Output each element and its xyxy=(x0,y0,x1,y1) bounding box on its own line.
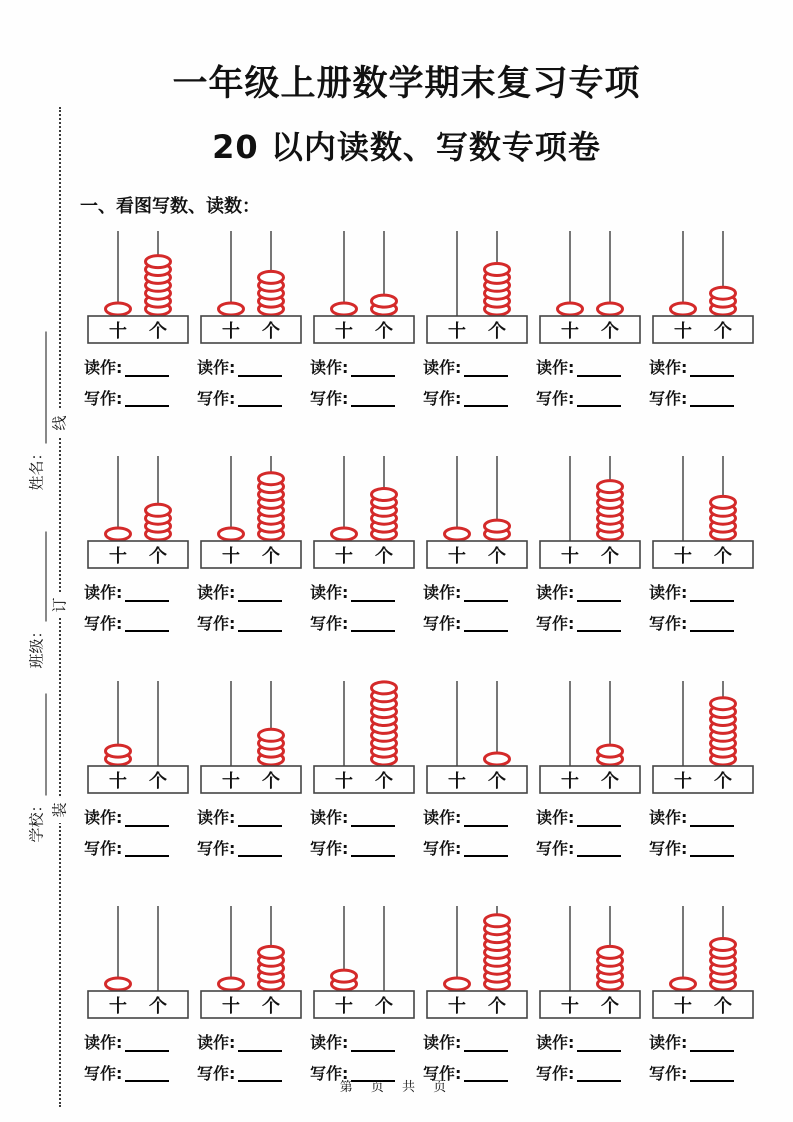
read-as-label: 读作: xyxy=(310,358,349,377)
read-as-label: 读作: xyxy=(197,358,236,377)
abacus-base-box xyxy=(540,316,640,343)
answer-line xyxy=(423,615,508,633)
ones-bead xyxy=(259,473,284,485)
ones-column-label: 个 xyxy=(262,996,280,1017)
tens-column-label: 十 xyxy=(561,321,579,342)
tens-bead xyxy=(106,978,131,990)
read-as-blank xyxy=(464,585,508,602)
tens-column-label: 十 xyxy=(561,546,579,567)
problem-cell xyxy=(308,678,420,903)
read-as-blank xyxy=(351,1035,395,1052)
abacus-base-box xyxy=(653,991,753,1018)
write-as-label: 写作: xyxy=(310,613,349,633)
abacus-base-box xyxy=(201,991,301,1018)
write-as-label: 写作: xyxy=(536,388,575,408)
write-as-blank xyxy=(351,615,395,632)
tens-bead xyxy=(445,528,470,540)
read-as-blank xyxy=(351,360,395,377)
read-as-blank xyxy=(577,810,621,827)
read-as-label: 读作: xyxy=(649,1033,688,1052)
answer-line xyxy=(310,615,395,633)
problem-cell xyxy=(195,453,307,678)
ones-bead xyxy=(485,264,510,276)
ones-bead xyxy=(146,504,171,516)
abacus-figure xyxy=(310,903,418,1019)
write-as-label: 写作: xyxy=(84,388,123,408)
tens-column-label: 十 xyxy=(674,321,692,342)
answer-line xyxy=(649,359,734,377)
answer-line xyxy=(197,584,282,602)
read-as-label: 读作: xyxy=(649,583,688,602)
page-subtitle: 20 以内读数、写数专项卷 xyxy=(212,128,601,166)
write-as-blank xyxy=(577,390,621,407)
read-as-label: 读作: xyxy=(310,808,349,827)
abacus-base-box xyxy=(653,316,753,343)
read-as-blank xyxy=(125,585,169,602)
class-label: 班级： xyxy=(27,623,46,669)
read-as-blank xyxy=(238,1035,282,1052)
tens-column-label: 十 xyxy=(335,996,353,1017)
tens-column-label: 十 xyxy=(109,996,127,1017)
write-as-blank xyxy=(351,840,395,857)
answer-line xyxy=(197,1034,282,1052)
ones-column-label: 个 xyxy=(375,996,393,1017)
abacus-base-box xyxy=(427,541,527,568)
binding-char-line: 线 xyxy=(53,410,68,436)
read-as-label: 读作: xyxy=(423,583,462,602)
answer-line xyxy=(423,809,508,827)
abacus-figure xyxy=(310,678,418,794)
abacus-base-box xyxy=(314,316,414,343)
answer-line xyxy=(536,584,621,602)
answer-line xyxy=(197,840,282,858)
read-as-blank xyxy=(464,360,508,377)
read-as-blank xyxy=(125,360,169,377)
tens-bead xyxy=(106,303,131,315)
read-as-label: 读作: xyxy=(310,1033,349,1052)
answer-line xyxy=(310,359,395,377)
abacus-figure xyxy=(423,903,531,1019)
write-as-label: 写作: xyxy=(649,613,688,633)
ones-column-label: 个 xyxy=(601,321,619,342)
read-as-label: 读作: xyxy=(197,583,236,602)
answer-line xyxy=(84,840,169,858)
ones-column-label: 个 xyxy=(601,771,619,792)
abacus-figure xyxy=(423,228,531,344)
answer-line xyxy=(536,809,621,827)
write-as-blank xyxy=(125,390,169,407)
write-as-blank xyxy=(577,840,621,857)
abacus-figure xyxy=(310,228,418,344)
school-label: 学校： xyxy=(27,797,46,843)
tens-column-label: 十 xyxy=(109,321,127,342)
tens-bead xyxy=(219,528,244,540)
abacus-base-box xyxy=(314,766,414,793)
ones-column-label: 个 xyxy=(714,321,732,342)
ones-column-label: 个 xyxy=(714,996,732,1017)
tens-bead xyxy=(671,978,696,990)
answer-line xyxy=(423,1034,508,1052)
write-as-label: 写作: xyxy=(423,1063,462,1083)
answer-line xyxy=(310,390,395,408)
problem-cell xyxy=(195,678,307,903)
read-as-blank xyxy=(690,585,734,602)
problem-cell xyxy=(82,228,194,453)
write-as-blank xyxy=(464,390,508,407)
ones-column-label: 个 xyxy=(488,996,506,1017)
write-as-blank xyxy=(238,840,282,857)
answer-line xyxy=(649,840,734,858)
ones-bead xyxy=(598,745,623,757)
ones-column-label: 个 xyxy=(149,546,167,567)
tens-column-label: 十 xyxy=(222,321,240,342)
write-as-blank xyxy=(690,840,734,857)
write-as-label: 写作: xyxy=(536,838,575,858)
abacus-figure xyxy=(649,678,757,794)
tens-column-label: 十 xyxy=(674,546,692,567)
class-blank xyxy=(33,531,47,621)
answer-line xyxy=(197,390,282,408)
tens-column-label: 十 xyxy=(448,321,466,342)
abacus-base-box xyxy=(540,991,640,1018)
read-as-label: 读作: xyxy=(536,1033,575,1052)
abacus-base-box xyxy=(88,316,188,343)
abacus-base-box xyxy=(653,766,753,793)
ones-column-label: 个 xyxy=(488,321,506,342)
ones-column-label: 个 xyxy=(375,771,393,792)
ones-column-label: 个 xyxy=(714,771,732,792)
tens-bead xyxy=(106,745,131,757)
abacus-figure xyxy=(310,453,418,569)
answer-line xyxy=(536,390,621,408)
problem-cell xyxy=(308,453,420,678)
read-as-blank xyxy=(238,360,282,377)
tens-column-label: 十 xyxy=(222,771,240,792)
ones-bead xyxy=(372,682,397,694)
abacus-figure xyxy=(84,678,192,794)
write-as-label: 写作: xyxy=(649,838,688,858)
answer-line xyxy=(649,809,734,827)
abacus-base-box xyxy=(427,991,527,1018)
tens-column-label: 十 xyxy=(109,771,127,792)
ones-column-label: 个 xyxy=(262,321,280,342)
read-as-label: 读作: xyxy=(84,808,123,827)
read-as-label: 读作: xyxy=(84,358,123,377)
abacus-base-box xyxy=(653,541,753,568)
ones-bead xyxy=(485,915,510,927)
name-blank xyxy=(33,331,47,443)
read-as-blank xyxy=(125,1035,169,1052)
write-as-blank xyxy=(464,840,508,857)
tens-bead xyxy=(106,528,131,540)
answer-line xyxy=(310,809,395,827)
tens-bead xyxy=(671,303,696,315)
tens-column-label: 十 xyxy=(561,996,579,1017)
abacus-base-box xyxy=(88,766,188,793)
name-label: 姓名： xyxy=(27,445,46,491)
answer-line xyxy=(310,840,395,858)
answer-line xyxy=(536,359,621,377)
ones-bead xyxy=(711,939,736,951)
read-as-blank xyxy=(351,810,395,827)
tens-column-label: 十 xyxy=(674,771,692,792)
write-as-label: 写作: xyxy=(310,838,349,858)
write-as-label: 写作: xyxy=(536,1063,575,1083)
answer-line xyxy=(197,359,282,377)
tens-column-label: 十 xyxy=(109,546,127,567)
abacus-figure xyxy=(197,453,305,569)
read-as-label: 读作: xyxy=(197,1033,236,1052)
abacus-figure xyxy=(84,228,192,344)
read-as-label: 读作: xyxy=(84,583,123,602)
section-heading: 一、看图写数、读数： xyxy=(80,196,260,217)
abacus-figure xyxy=(423,453,531,569)
read-as-blank xyxy=(690,810,734,827)
read-as-blank xyxy=(351,585,395,602)
ones-bead xyxy=(711,496,736,508)
read-as-blank xyxy=(238,810,282,827)
write-as-label: 写作: xyxy=(84,613,123,633)
ones-bead xyxy=(711,287,736,299)
answer-line xyxy=(536,1034,621,1052)
school-blank xyxy=(33,693,47,795)
abacus-base-box xyxy=(201,316,301,343)
write-as-blank xyxy=(690,615,734,632)
ones-bead xyxy=(372,489,397,501)
tens-column-label: 十 xyxy=(674,996,692,1017)
answer-line xyxy=(84,359,169,377)
ones-column-label: 个 xyxy=(262,546,280,567)
problem-cell xyxy=(82,453,194,678)
problem-cell xyxy=(421,228,533,453)
answer-line xyxy=(536,615,621,633)
read-as-label: 读作: xyxy=(649,358,688,377)
read-as-blank xyxy=(577,1035,621,1052)
problems-grid xyxy=(82,228,760,1122)
abacus-figure xyxy=(536,453,644,569)
write-as-label: 写作: xyxy=(536,613,575,633)
tens-bead xyxy=(332,303,357,315)
problem-cell xyxy=(647,678,759,903)
ones-bead xyxy=(259,946,284,958)
answer-line xyxy=(423,584,508,602)
ones-bead xyxy=(146,256,171,268)
abacus-figure xyxy=(536,228,644,344)
problem-cell xyxy=(308,228,420,453)
write-as-label: 写作: xyxy=(649,388,688,408)
write-as-label: 写作: xyxy=(423,388,462,408)
problem-cell xyxy=(421,453,533,678)
abacus-figure xyxy=(423,678,531,794)
abacus-base-box xyxy=(314,991,414,1018)
tens-column-label: 十 xyxy=(222,546,240,567)
read-as-blank xyxy=(577,360,621,377)
read-as-label: 读作: xyxy=(423,808,462,827)
answer-line xyxy=(84,584,169,602)
tens-column-label: 十 xyxy=(335,771,353,792)
abacus-figure xyxy=(649,903,757,1019)
abacus-figure xyxy=(197,903,305,1019)
name-field xyxy=(26,331,47,490)
ones-column-label: 个 xyxy=(375,321,393,342)
tens-column-label: 十 xyxy=(222,996,240,1017)
tens-column-label: 十 xyxy=(448,546,466,567)
read-as-blank xyxy=(464,1035,508,1052)
write-as-blank xyxy=(351,390,395,407)
read-as-label: 读作: xyxy=(536,808,575,827)
read-as-label: 读作: xyxy=(536,358,575,377)
read-as-blank xyxy=(125,810,169,827)
ones-column-label: 个 xyxy=(488,546,506,567)
abacus-base-box xyxy=(88,991,188,1018)
abacus-figure xyxy=(536,678,644,794)
tens-bead xyxy=(219,303,244,315)
answer-line xyxy=(649,584,734,602)
ones-bead xyxy=(259,271,284,283)
binding-char-staple: 订 xyxy=(53,592,68,618)
read-as-blank xyxy=(464,810,508,827)
answer-line xyxy=(536,840,621,858)
read-as-label: 读作: xyxy=(649,808,688,827)
ones-bead xyxy=(711,698,736,710)
read-as-blank xyxy=(690,1035,734,1052)
write-as-blank xyxy=(238,390,282,407)
ones-bead xyxy=(485,753,510,765)
page-footer: 第 页 共 页 xyxy=(339,1080,454,1095)
problem-cell xyxy=(82,678,194,903)
problem-cell xyxy=(534,228,646,453)
read-as-blank xyxy=(690,360,734,377)
abacus-figure xyxy=(649,228,757,344)
write-as-label: 写作: xyxy=(310,388,349,408)
abacus-base-box xyxy=(540,766,640,793)
tens-bead xyxy=(219,978,244,990)
tens-column-label: 十 xyxy=(335,321,353,342)
write-as-label: 写作: xyxy=(84,838,123,858)
answer-line xyxy=(423,390,508,408)
problem-cell xyxy=(421,678,533,903)
read-as-label: 读作: xyxy=(310,583,349,602)
answer-line xyxy=(649,1034,734,1052)
read-as-blank xyxy=(238,585,282,602)
answer-line xyxy=(649,615,734,633)
ones-column-label: 个 xyxy=(714,546,732,567)
write-as-label: 写作: xyxy=(649,1063,688,1083)
write-as-blank xyxy=(577,615,621,632)
read-as-label: 读作: xyxy=(423,358,462,377)
answer-line xyxy=(649,390,734,408)
abacus-figure xyxy=(84,453,192,569)
answer-line xyxy=(423,840,508,858)
ones-column-label: 个 xyxy=(601,996,619,1017)
write-as-blank xyxy=(125,840,169,857)
answer-line xyxy=(197,615,282,633)
write-as-blank xyxy=(238,615,282,632)
ones-bead xyxy=(485,520,510,532)
problem-cell xyxy=(647,453,759,678)
problem-cell xyxy=(534,453,646,678)
answer-line xyxy=(310,1034,395,1052)
read-as-label: 读作: xyxy=(84,1033,123,1052)
ones-column-label: 个 xyxy=(149,321,167,342)
page-title: 一年级上册数学期末复习专项 xyxy=(172,64,641,104)
write-as-label: 写作: xyxy=(197,838,236,858)
answer-line xyxy=(310,584,395,602)
tens-column-label: 十 xyxy=(448,771,466,792)
ones-column-label: 个 xyxy=(149,996,167,1017)
abacus-base-box xyxy=(427,766,527,793)
ones-column-label: 个 xyxy=(601,546,619,567)
binding-char-bind: 装 xyxy=(53,797,68,823)
abacus-figure xyxy=(649,453,757,569)
abacus-figure xyxy=(197,678,305,794)
write-as-label: 写作: xyxy=(197,388,236,408)
read-as-label: 读作: xyxy=(536,583,575,602)
ones-bead xyxy=(598,481,623,493)
problem-cell xyxy=(534,678,646,903)
answer-line xyxy=(84,615,169,633)
write-as-label: 写作: xyxy=(197,1063,236,1083)
write-as-label: 写作: xyxy=(84,1063,123,1083)
read-as-label: 读作: xyxy=(197,808,236,827)
write-as-blank xyxy=(464,615,508,632)
abacus-base-box xyxy=(201,541,301,568)
ones-column-label: 个 xyxy=(262,771,280,792)
abacus-base-box xyxy=(201,766,301,793)
ones-bead xyxy=(598,946,623,958)
abacus-base-box xyxy=(314,541,414,568)
abacus-figure xyxy=(536,903,644,1019)
write-as-blank xyxy=(690,390,734,407)
school-field xyxy=(26,693,47,842)
ones-column-label: 个 xyxy=(375,546,393,567)
write-as-label: 写作: xyxy=(423,838,462,858)
answer-line xyxy=(197,809,282,827)
write-as-label: 写作: xyxy=(197,613,236,633)
ones-column-label: 个 xyxy=(488,771,506,792)
read-as-blank xyxy=(577,585,621,602)
tens-bead xyxy=(332,528,357,540)
ones-bead xyxy=(372,295,397,307)
tens-column-label: 十 xyxy=(335,546,353,567)
abacus-figure xyxy=(197,228,305,344)
tens-bead xyxy=(445,978,470,990)
ones-bead xyxy=(598,303,623,315)
tens-column-label: 十 xyxy=(448,996,466,1017)
write-as-label: 写作: xyxy=(423,613,462,633)
tens-column-label: 十 xyxy=(561,771,579,792)
answer-line xyxy=(84,390,169,408)
write-as-blank xyxy=(125,615,169,632)
write-as-label: 写作: xyxy=(310,1063,349,1083)
ones-bead xyxy=(259,729,284,741)
abacus-base-box xyxy=(540,541,640,568)
problem-cell xyxy=(195,228,307,453)
abacus-figure xyxy=(84,903,192,1019)
answer-line xyxy=(84,1034,169,1052)
abacus-base-box xyxy=(427,316,527,343)
ones-column-label: 个 xyxy=(149,771,167,792)
tens-bead xyxy=(332,970,357,982)
problem-cell xyxy=(647,228,759,453)
class-field xyxy=(26,531,47,668)
tens-bead xyxy=(558,303,583,315)
answer-line xyxy=(423,359,508,377)
answer-line xyxy=(84,809,169,827)
read-as-label: 读作: xyxy=(423,1033,462,1052)
abacus-base-box xyxy=(88,541,188,568)
